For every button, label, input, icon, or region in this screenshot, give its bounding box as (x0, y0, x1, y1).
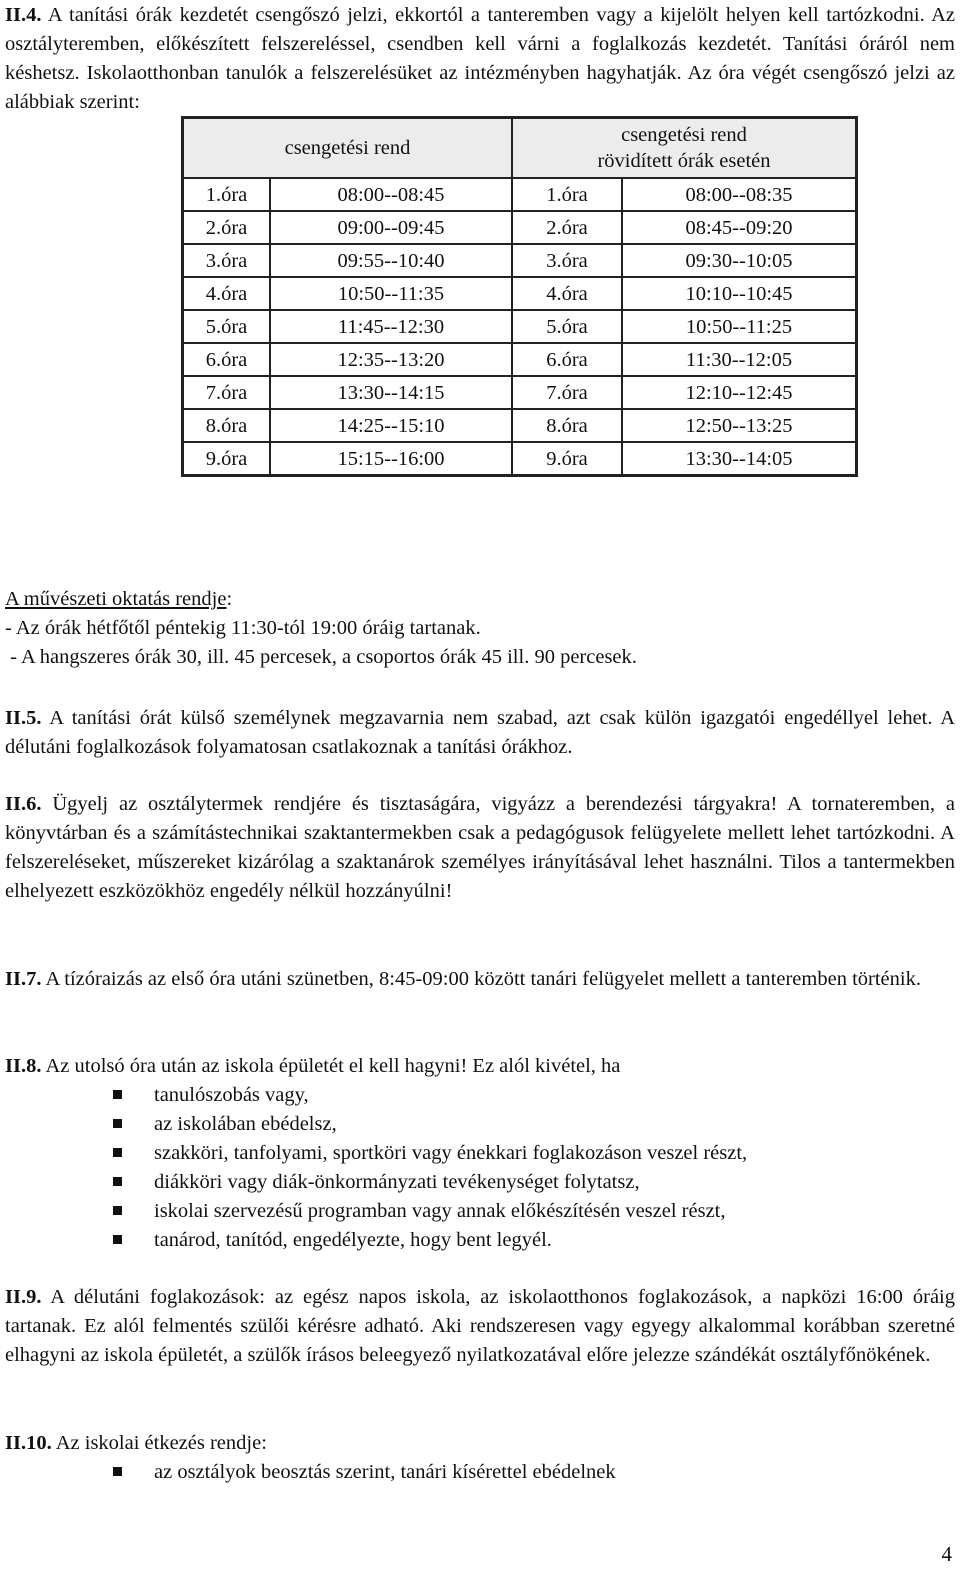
bullet-square-icon (113, 1206, 122, 1215)
lesson-number: 1.óra (183, 178, 271, 211)
section-number: II.7. (5, 968, 42, 990)
exception-list (5, 1081, 955, 1255)
header-shortened-schedule (512, 118, 857, 179)
table-row (183, 277, 857, 310)
art-line-2: - A hangszeres órák 30, ill. 45 percesek, a csoportos órák 45 ill. 90 percesek. (5, 646, 637, 668)
lesson-number: 2.óra (183, 211, 271, 244)
bullet-square-icon (113, 1119, 122, 1128)
section-number: II.4. (5, 4, 42, 26)
lesson-time: 09:00--09:45 (270, 211, 512, 244)
section-number: II.6. (5, 793, 42, 815)
section-number: II.8. (5, 1055, 42, 1077)
short-lesson-number: 8.óra (512, 409, 622, 442)
art-education-block (5, 585, 955, 672)
bullet-square-icon (113, 1148, 122, 1157)
section-ii-8 (5, 1052, 955, 1255)
list-item: szakköri, tanfolyami, sportköri vagy énekkari foglakozáson veszel részt, (113, 1139, 955, 1168)
bullet-square-icon (113, 1467, 122, 1476)
section-text: A tízóraizás az első óra utáni szünetben, 8:45-09:00 között tanári felügyelet mellett a tanteremben történik. (45, 968, 921, 990)
section-ii-5 (5, 704, 955, 762)
header-short-line1: csengetési rend (621, 124, 747, 146)
section-ii-10 (5, 1429, 955, 1487)
section-text: A délutáni foglakozások: az egész napos iskola, az iskolaotthonos foglakozások, a napközi 16:00 óráig tartanak. Ez alól felmentés szülői kérésre adható. Aki rendszeresen vagy egyegy alkalommal korábban szeretné elhagyni az iskola épületét, a szülők írásos beleegyező nyilatkozatával előre jelezze szándékát osztályfőnökének. (5, 1286, 956, 1366)
bell-schedule-table-wrap (181, 116, 858, 477)
table-row (183, 178, 857, 211)
table-row (183, 376, 857, 409)
short-lesson-time: 11:30--12:05 (622, 343, 857, 376)
short-lesson-time: 12:50--13:25 (622, 409, 857, 442)
section-ii-9 (5, 1283, 955, 1370)
bullet-square-icon (113, 1235, 122, 1244)
short-lesson-number: 7.óra (512, 376, 622, 409)
list-item: az iskolában ebédelsz, (113, 1110, 955, 1139)
short-lesson-number: 2.óra (512, 211, 622, 244)
short-lesson-time: 10:50--11:25 (622, 310, 857, 343)
short-lesson-number: 1.óra (512, 178, 622, 211)
list-item: tanulószobás vagy, (113, 1081, 955, 1110)
lesson-time: 10:50--11:35 (270, 277, 512, 310)
art-heading-colon: : (226, 588, 233, 610)
short-lesson-number: 9.óra (512, 442, 622, 476)
section-number: II.5. (5, 707, 42, 729)
table-row (183, 343, 857, 376)
lesson-time: 15:15--16:00 (270, 442, 512, 476)
list-item: az osztályok beosztás szerint, tanári kísérettel ebédelnek (113, 1458, 955, 1487)
section-text: A tanítási órát külső személynek megzavarnia nem szabad, azt csak külön igazgatói engedéllyel lehet. A délutáni foglalkozások folyamatosan csatlakoznak a tanítási órákhoz. (5, 707, 955, 758)
table-row (183, 310, 857, 343)
bell-schedule-table (181, 116, 858, 477)
short-lesson-time: 12:10--12:45 (622, 376, 857, 409)
list-item: tanárod, tanítód, engedélyezte, hogy bent legyél. (113, 1226, 955, 1255)
lesson-time: 13:30--14:15 (270, 376, 512, 409)
bullet-square-icon (113, 1177, 122, 1186)
lesson-number: 5.óra (183, 310, 271, 343)
lesson-time: 09:55--10:40 (270, 244, 512, 277)
section-number: II.10. (5, 1432, 52, 1454)
short-lesson-number: 5.óra (512, 310, 622, 343)
lesson-time: 14:25--15:10 (270, 409, 512, 442)
short-lesson-time: 08:45--09:20 (622, 211, 857, 244)
lesson-number: 8.óra (183, 409, 271, 442)
page-number: 4 (941, 1542, 952, 1566)
short-lesson-time: 13:30--14:05 (622, 442, 857, 476)
lesson-number: 9.óra (183, 442, 271, 476)
lesson-number: 4.óra (183, 277, 271, 310)
short-lesson-time: 10:10--10:45 (622, 277, 857, 310)
short-lesson-number: 6.óra (512, 343, 622, 376)
table-row (183, 409, 857, 442)
section-ii-4 (5, 1, 955, 117)
header-normal-schedule: csengetési rend (183, 118, 513, 179)
table-row (183, 211, 857, 244)
lesson-time: 11:45--12:30 (270, 310, 512, 343)
list-item: diákköri vagy diák-önkormányzati tevékenységet folytatsz, (113, 1168, 955, 1197)
short-lesson-time: 09:30--10:05 (622, 244, 857, 277)
section-number: II.9. (5, 1286, 42, 1308)
lesson-time: 08:00--08:45 (270, 178, 512, 211)
short-lesson-number: 4.óra (512, 277, 622, 310)
meal-list (5, 1458, 955, 1487)
table-row (183, 442, 857, 476)
lesson-number: 6.óra (183, 343, 271, 376)
art-heading: A művészeti oktatás rendje (5, 588, 227, 610)
lesson-time: 12:35--13:20 (270, 343, 512, 376)
short-lesson-number: 3.óra (512, 244, 622, 277)
section-text: Ügyelj az osztálytermek rendjére és tisztaságára, vigyázz a berendezési tárgyakra! A tornateremben, a könyvtárban és a számítástechnikai szaktantermekben csak a pedagógusok felügyelete mellett lehet tartózkodni. A felszereléseket, műszereket kizárólag a szaktanárok személyes irányításával lehet használni. Tilos a tantermekben elhelyezett eszközökhöz engedély nélkül hozzányúlni! (5, 793, 956, 902)
lesson-number: 7.óra (183, 376, 271, 409)
header-short-line2: rövidített órák esetén (597, 150, 771, 172)
section-text: Az utolsó óra után az iskola épületét el kell hagyni! Ez alól kivétel, ha (45, 1055, 621, 1077)
list-item: iskolai szervezésű programban vagy annak előkészítésén veszel részt, (113, 1197, 955, 1226)
short-lesson-time: 08:00--08:35 (622, 178, 857, 211)
art-line-1: - Az órák hétfőtől péntekig 11:30-tól 19:00 óráig tartanak. (5, 617, 481, 639)
section-ii-7 (5, 965, 955, 994)
section-text: Az iskolai étkezés rendje: (55, 1432, 267, 1454)
section-ii-6 (5, 790, 955, 906)
table-row (183, 244, 857, 277)
bullet-square-icon (113, 1090, 122, 1099)
section-text: A tanítási órák kezdetét csengőszó jelzi, ekkortól a tanteremben vagy a kijelölt helyen kell tartózkodni. Az osztályteremben, előkészített felszereléssel, csendben kell várni a foglalkozás kezdetét. Tanítási óráról nem késhetsz. Iskolaotthonban tanulók a felszerelésüket az intézményben hagyhatják. Az óra végét csengőszó jelzi az alábbiak szerint: (5, 4, 955, 113)
lesson-number: 3.óra (183, 244, 271, 277)
